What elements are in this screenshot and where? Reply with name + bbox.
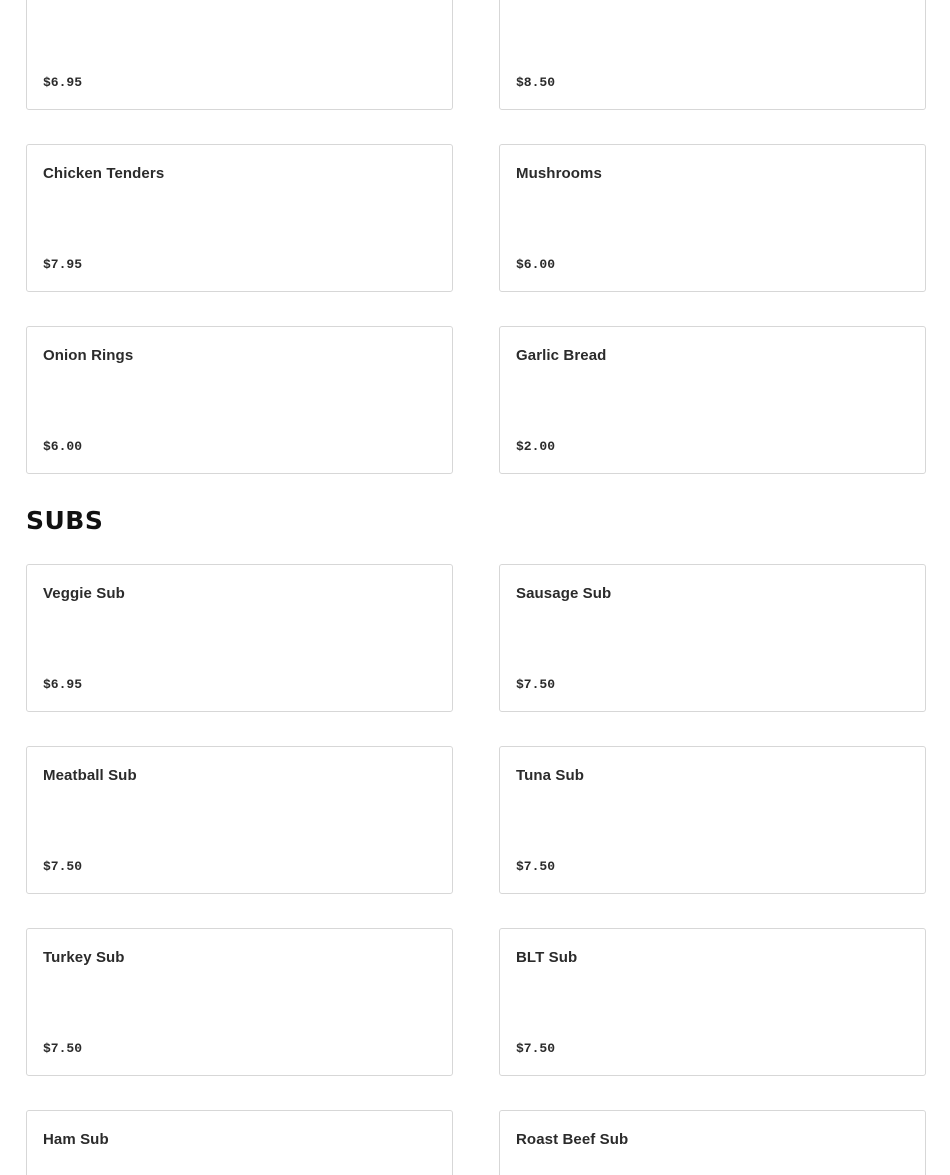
- menu-item-card[interactable]: [26, 326, 453, 474]
- menu-item-card[interactable]: [499, 326, 926, 474]
- menu-item-card[interactable]: [499, 144, 926, 292]
- menu-item-name: Veggie Sub: [43, 585, 125, 602]
- menu-item-name: Onion Rings: [43, 347, 134, 364]
- menu-item-price: $7.50: [516, 859, 556, 874]
- menu-item-name: Roast Beef Sub: [516, 1131, 629, 1148]
- menu-item-card[interactable]: [499, 564, 926, 712]
- menu-item-name: BLT Sub: [516, 949, 578, 966]
- menu-item-price: $2.00: [516, 439, 556, 454]
- menu-item-name: Tuna Sub: [516, 767, 585, 784]
- menu-item-card[interactable]: [26, 564, 453, 712]
- menu-item-card[interactable]: [499, 746, 926, 894]
- menu-item-name: Garlic Bread: [516, 347, 607, 364]
- menu-item-price: $7.50: [516, 1041, 556, 1056]
- menu-item-name: Chicken Tenders: [43, 165, 165, 182]
- menu-item-card[interactable]: [26, 144, 453, 292]
- menu-item-card[interactable]: [26, 1110, 453, 1175]
- menu-item-price: $7.95: [43, 257, 83, 272]
- menu-item-price: $6.00: [43, 439, 83, 454]
- menu-item-card[interactable]: [26, 746, 453, 894]
- menu-item-price: $6.95: [43, 677, 83, 692]
- menu-item-price: $7.50: [43, 859, 83, 874]
- menu-item-card[interactable]: [499, 928, 926, 1076]
- menu-item-card[interactable]: [499, 0, 926, 110]
- menu-item-name: Ham Sub: [43, 1131, 109, 1148]
- menu-item-price: $7.50: [43, 1041, 83, 1056]
- menu-item-name: Sausage Sub: [516, 585, 612, 602]
- menu-item-card[interactable]: [499, 1110, 926, 1175]
- menu-item-price: $6.95: [43, 75, 83, 90]
- menu-item-name: Turkey Sub: [43, 949, 125, 966]
- menu-item-price: $8.50: [516, 75, 556, 90]
- menu-item-name: Mushrooms: [516, 165, 602, 182]
- menu-item-card[interactable]: [26, 0, 453, 110]
- menu-item-price: $6.00: [516, 257, 556, 272]
- menu-item-name: Meatball Sub: [43, 767, 137, 784]
- section-title-subs: SUBS: [26, 506, 104, 535]
- menu-item-price: $7.50: [516, 677, 556, 692]
- menu-item-card[interactable]: [26, 928, 453, 1076]
